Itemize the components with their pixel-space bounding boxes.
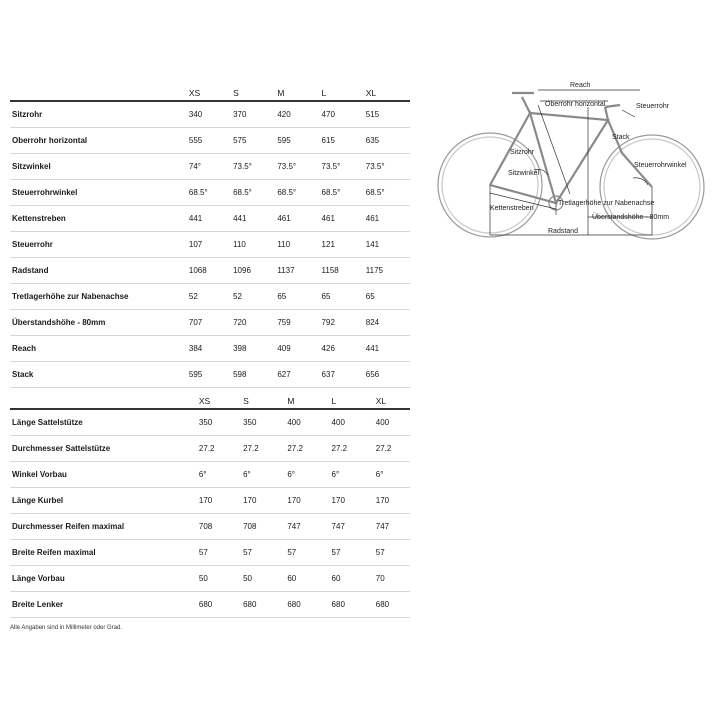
geometry-table bbox=[10, 86, 410, 388]
size-header: M bbox=[277, 394, 321, 409]
cell-value: 656 bbox=[366, 362, 410, 388]
cell-value: 68.5° bbox=[366, 180, 410, 206]
table-row bbox=[10, 436, 410, 462]
cell-value: 57 bbox=[233, 540, 277, 566]
cell-value: 635 bbox=[366, 128, 410, 154]
cell-value: 441 bbox=[233, 206, 277, 232]
components-table bbox=[10, 394, 410, 618]
footnote: Alle Angaben sind in Millimeter oder Grad. bbox=[10, 625, 123, 631]
cell-value: 595 bbox=[189, 362, 233, 388]
header-blank bbox=[10, 86, 189, 101]
table-row bbox=[10, 362, 410, 388]
row-label: Länge Kurbel bbox=[10, 488, 189, 514]
row-label: Steuerrohr bbox=[10, 232, 189, 258]
label-reach: Reach bbox=[570, 82, 591, 89]
cell-value: 1137 bbox=[277, 258, 321, 284]
cell-value: 400 bbox=[366, 409, 410, 436]
row-label: Durchmesser Reifen maximal bbox=[10, 514, 189, 540]
label-sitzwinkel: Sitzwinkel bbox=[508, 170, 540, 177]
cell-value: 73.5° bbox=[277, 154, 321, 180]
table-row bbox=[10, 310, 410, 336]
cell-value: 73.5° bbox=[322, 154, 366, 180]
bike-geometry-diagram bbox=[430, 75, 710, 255]
cell-value: 70 bbox=[366, 566, 410, 592]
cell-value: 57 bbox=[189, 540, 233, 566]
cell-value: 598 bbox=[233, 362, 277, 388]
cell-value: 27.2 bbox=[322, 436, 366, 462]
table-row bbox=[10, 514, 410, 540]
cell-value: 759 bbox=[277, 310, 321, 336]
cell-value: 595 bbox=[277, 128, 321, 154]
cell-value: 170 bbox=[322, 488, 366, 514]
cell-value: 384 bbox=[189, 336, 233, 362]
bike-frame bbox=[490, 93, 652, 203]
row-label: Länge Sattelstütze bbox=[10, 409, 189, 436]
table-row bbox=[10, 206, 410, 232]
table-row bbox=[10, 128, 410, 154]
cell-value: 57 bbox=[277, 540, 321, 566]
cell-value: 65 bbox=[322, 284, 366, 310]
table-row bbox=[10, 284, 410, 310]
size-header: S bbox=[233, 394, 277, 409]
row-label: Überstandshöhe - 80mm bbox=[10, 310, 189, 336]
cell-value: 441 bbox=[189, 206, 233, 232]
cell-value: 73.5° bbox=[366, 154, 410, 180]
cell-value: 461 bbox=[366, 206, 410, 232]
cell-value: 6° bbox=[189, 462, 233, 488]
cell-value: 350 bbox=[189, 409, 233, 436]
table-row bbox=[10, 488, 410, 514]
cell-value: 65 bbox=[366, 284, 410, 310]
cell-value: 50 bbox=[233, 566, 277, 592]
components-table-body bbox=[10, 409, 410, 618]
label-steuerrohrwinkel: Steuerrohrwinkel bbox=[634, 162, 687, 169]
cell-value: 441 bbox=[366, 336, 410, 362]
row-label: Reach bbox=[10, 336, 189, 362]
table-row bbox=[10, 232, 410, 258]
cell-value: 1175 bbox=[366, 258, 410, 284]
cell-value: 170 bbox=[277, 488, 321, 514]
label-tretlagerhoehe: Tretlagerhöhe zur Nabenachse bbox=[558, 200, 655, 207]
cell-value: 74° bbox=[189, 154, 233, 180]
size-header: L bbox=[322, 394, 366, 409]
size-header: XL bbox=[366, 86, 410, 101]
table-row bbox=[10, 592, 410, 618]
cell-value: 170 bbox=[366, 488, 410, 514]
row-label: Länge Vorbau bbox=[10, 566, 189, 592]
cell-value: 52 bbox=[233, 284, 277, 310]
row-label: Stack bbox=[10, 362, 189, 388]
cell-value: 555 bbox=[189, 128, 233, 154]
cell-value: 121 bbox=[322, 232, 366, 258]
cell-value: 27.2 bbox=[366, 436, 410, 462]
label-oberrohr-horizontal: Oberrohr horizontal bbox=[545, 101, 606, 108]
cell-value: 60 bbox=[322, 566, 366, 592]
cell-value: 708 bbox=[189, 514, 233, 540]
cell-value: 792 bbox=[322, 310, 366, 336]
geometry-header-row bbox=[10, 86, 410, 101]
size-header: XS bbox=[189, 394, 233, 409]
cell-value: 68.5° bbox=[233, 180, 277, 206]
cell-value: 680 bbox=[277, 592, 321, 618]
cell-value: 6° bbox=[322, 462, 366, 488]
geometry-table-body bbox=[10, 101, 410, 388]
cell-value: 50 bbox=[189, 566, 233, 592]
size-header: XS bbox=[189, 86, 233, 101]
cell-value: 461 bbox=[322, 206, 366, 232]
table-row bbox=[10, 154, 410, 180]
table-row bbox=[10, 258, 410, 284]
cell-value: 398 bbox=[233, 336, 277, 362]
cell-value: 68.5° bbox=[322, 180, 366, 206]
cell-value: 680 bbox=[189, 592, 233, 618]
table-row bbox=[10, 409, 410, 436]
cell-value: 420 bbox=[277, 101, 321, 128]
cell-value: 461 bbox=[277, 206, 321, 232]
row-label: Sitzwinkel bbox=[10, 154, 189, 180]
label-sitzrohr: Sitzrohr bbox=[510, 149, 535, 156]
row-label: Sitzrohr bbox=[10, 101, 189, 128]
cell-value: 707 bbox=[189, 310, 233, 336]
cell-value: 60 bbox=[277, 566, 321, 592]
cell-value: 627 bbox=[277, 362, 321, 388]
table-row bbox=[10, 336, 410, 362]
cell-value: 515 bbox=[366, 101, 410, 128]
cell-value: 400 bbox=[322, 409, 366, 436]
cell-value: 615 bbox=[322, 128, 366, 154]
cell-value: 470 bbox=[322, 101, 366, 128]
cell-value: 400 bbox=[277, 409, 321, 436]
table-row bbox=[10, 566, 410, 592]
cell-value: 680 bbox=[322, 592, 366, 618]
cell-value: 708 bbox=[233, 514, 277, 540]
row-label: Steuerrohrwinkel bbox=[10, 180, 189, 206]
table-row bbox=[10, 101, 410, 128]
row-label: Tretlagerhöhe zur Nabenachse bbox=[10, 284, 189, 310]
cell-value: 73.5° bbox=[233, 154, 277, 180]
row-label: Winkel Vorbau bbox=[10, 462, 189, 488]
cell-value: 747 bbox=[322, 514, 366, 540]
size-header: S bbox=[233, 86, 277, 101]
cell-value: 6° bbox=[277, 462, 321, 488]
cell-value: 426 bbox=[322, 336, 366, 362]
cell-value: 747 bbox=[366, 514, 410, 540]
row-label: Oberrohr horizontal bbox=[10, 128, 189, 154]
row-label: Radstand bbox=[10, 258, 189, 284]
cell-value: 350 bbox=[233, 409, 277, 436]
cell-value: 1096 bbox=[233, 258, 277, 284]
cell-value: 637 bbox=[322, 362, 366, 388]
cell-value: 65 bbox=[277, 284, 321, 310]
cell-value: 370 bbox=[233, 101, 277, 128]
row-label: Kettenstreben bbox=[10, 206, 189, 232]
header-blank bbox=[10, 394, 189, 409]
size-header: XL bbox=[366, 394, 410, 409]
cell-value: 68.5° bbox=[189, 180, 233, 206]
cell-value: 141 bbox=[366, 232, 410, 258]
size-header: L bbox=[322, 86, 366, 101]
cell-value: 747 bbox=[277, 514, 321, 540]
label-radstand: Radstand bbox=[548, 228, 578, 235]
table-row bbox=[10, 540, 410, 566]
cell-value: 1068 bbox=[189, 258, 233, 284]
cell-value: 6° bbox=[366, 462, 410, 488]
cell-value: 110 bbox=[277, 232, 321, 258]
size-header: M bbox=[277, 86, 321, 101]
row-label: Breite Lenker bbox=[10, 592, 189, 618]
cell-value: 720 bbox=[233, 310, 277, 336]
cell-value: 680 bbox=[366, 592, 410, 618]
cell-value: 170 bbox=[233, 488, 277, 514]
cell-value: 6° bbox=[233, 462, 277, 488]
cell-value: 107 bbox=[189, 232, 233, 258]
cell-value: 27.2 bbox=[277, 436, 321, 462]
cell-value: 340 bbox=[189, 101, 233, 128]
cell-value: 52 bbox=[189, 284, 233, 310]
cell-value: 57 bbox=[322, 540, 366, 566]
cell-value: 1158 bbox=[322, 258, 366, 284]
cell-value: 27.2 bbox=[189, 436, 233, 462]
cell-value: 680 bbox=[233, 592, 277, 618]
row-label: Durchmesser Sattelstütze bbox=[10, 436, 189, 462]
cell-value: 27.2 bbox=[233, 436, 277, 462]
table-row bbox=[10, 180, 410, 206]
label-ueberstandshoehe: Überstandshöhe - 80mm bbox=[592, 214, 670, 221]
label-stack: Stack bbox=[612, 134, 630, 141]
cell-value: 824 bbox=[366, 310, 410, 336]
cell-value: 575 bbox=[233, 128, 277, 154]
cell-value: 409 bbox=[277, 336, 321, 362]
cell-value: 68.5° bbox=[277, 180, 321, 206]
cell-value: 170 bbox=[189, 488, 233, 514]
cell-value: 57 bbox=[366, 540, 410, 566]
cell-value: 110 bbox=[233, 232, 277, 258]
row-label: Breite Reifen maximal bbox=[10, 540, 189, 566]
label-kettenstreben: Kettenstreben bbox=[490, 205, 534, 212]
components-header-row bbox=[10, 394, 410, 409]
table-row bbox=[10, 462, 410, 488]
label-steuerrohr: Steuerrohr bbox=[636, 103, 670, 110]
